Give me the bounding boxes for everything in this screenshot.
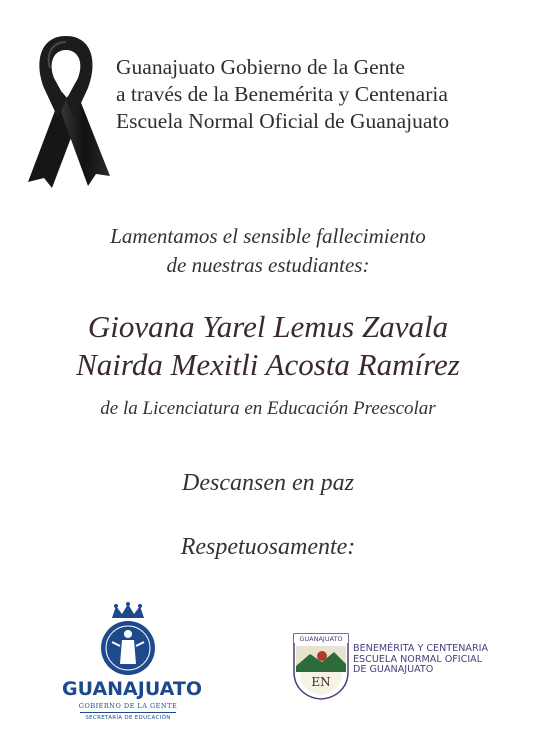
normal-school-line-3: DE GUANAJUATO — [353, 664, 434, 675]
guanajuato-logo — [62, 600, 203, 740]
guanajuato-logo-name: GUANAJUATO — [62, 678, 203, 700]
header-line-2: a través de la Benemérita y Centenaria — [116, 82, 448, 106]
student-name-2: Nairda Mexitli Acosta Ramírez — [76, 347, 460, 382]
rest-in-peace: Descansen en paz — [182, 470, 354, 496]
guanajuato-seal-icon — [98, 602, 158, 680]
shield-top-text: GUANAJUATO — [299, 635, 343, 643]
guanajuato-logo-divider — [80, 712, 176, 713]
guanajuato-logo-department: SECRETARÍA DE EDUCACIÓN — [85, 715, 171, 721]
program-name: de la Licenciatura en Educación Preescolar — [100, 398, 436, 419]
normal-school-line-1: BENEMÉRITA Y CENTENARIA — [353, 643, 489, 654]
sign-off: Respetuosamente: — [180, 534, 356, 560]
header-line-3: Escuela Normal Oficial de Guanajuato — [116, 109, 450, 133]
normal-school-name — [353, 644, 528, 676]
mourning-ribbon-icon — [18, 32, 114, 188]
header-block — [116, 54, 526, 135]
normal-school-shield-icon — [292, 632, 350, 700]
guanajuato-logo-subtitle: GOBIERNO DE LA GENTE — [78, 702, 178, 710]
student-name-1: Giovana Yarel Lemus Zavala — [87, 309, 449, 344]
intro-line-2: de nuestras estudiantes: — [166, 253, 370, 277]
shield-initials: EN — [311, 675, 331, 689]
header-line-1: Guanajuato Gobierno de la Gente — [116, 55, 405, 79]
condolence-intro — [0, 222, 536, 280]
intro-line-1: Lamentamos el sensible fallecimiento — [110, 224, 426, 248]
normal-school-line-2: ESCUELA NORMAL OFICIAL — [353, 653, 483, 665]
student-names — [0, 308, 536, 384]
normal-school-logo — [292, 632, 522, 702]
